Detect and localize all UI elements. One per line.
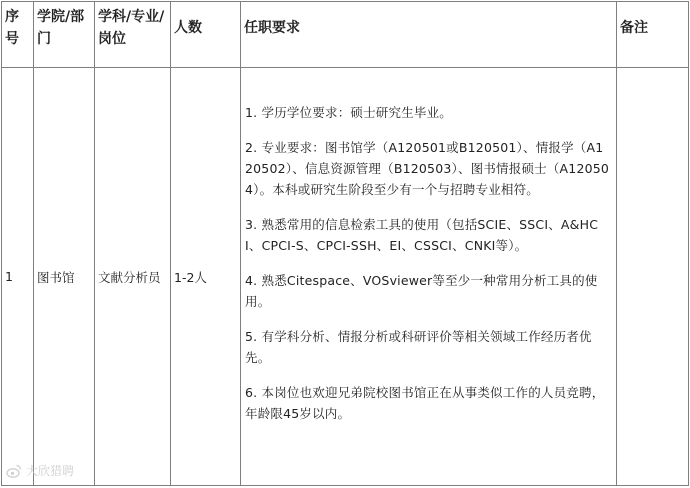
requirement-item: 5. 有学科分析、情报分析或科研评价等相关领域工作经历者优先。 (245, 329, 592, 365)
header-count: 人数 (171, 2, 241, 68)
recruitment-table (1, 1, 689, 486)
weibo-icon (6, 463, 22, 479)
cell-count: 1-2人 (171, 68, 241, 486)
requirement-item: 1. 学历学位要求：硕士研究生毕业。 (245, 105, 453, 120)
header-seq: 序号 (2, 2, 34, 68)
header-remarks: 备注 (617, 2, 689, 68)
requirement-item: 6. 本岗位也欢迎兄弟院校图书馆正在从事类似工作的人员竞聘，年龄限45岁以内。 (245, 385, 605, 421)
cell-seq: 1 (2, 68, 34, 486)
cell-requirements (241, 68, 617, 486)
requirement-item: 3. 熟悉常用的信息检索工具的使用（包括SCIE、SSCI、A&HCI、CPCI-S、CPCI-SSH、EI、CSSCI、CNKI等）。 (245, 217, 599, 253)
cell-position: 文献分析员 (95, 68, 171, 486)
header-dept: 学院/部门 (34, 2, 95, 68)
watermark (6, 462, 74, 479)
header-requirements: 任职要求 (241, 2, 617, 68)
cell-dept: 图书馆 (34, 68, 95, 486)
cell-remarks (617, 68, 689, 486)
requirement-item: 2. 专业要求：图书馆学（A120501或B120501）、情报学（A120502）、信息资源管理（B120503）、图书情报硕士（A120504）。本科或研究生阶段至少有一个与招聘专业相符。 (245, 140, 610, 197)
requirement-item: 4. 熟悉Citespace、VOSviewer等至少一种常用分析工具的使用。 (245, 273, 598, 309)
table-row (2, 68, 689, 486)
watermark-text: 大欣猎聘 (26, 464, 75, 478)
requirements-list (241, 68, 616, 424)
header-position: 学科/专业/岗位 (95, 2, 171, 68)
header-row (2, 2, 689, 68)
